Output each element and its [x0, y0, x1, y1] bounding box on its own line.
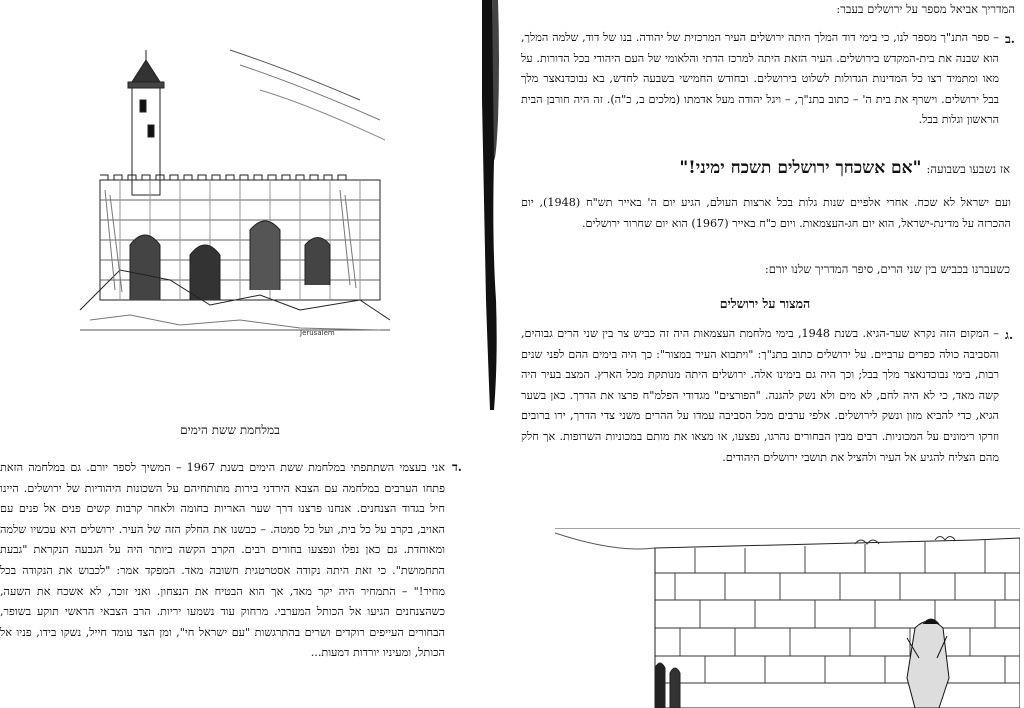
- transition-line: כשעברנו בכביש בין שני הרים, סיפר המדריך שלנו יורם:: [764, 262, 1010, 276]
- oath-quote: "אם אשכחך ירושלים תשכח ימיני!": [679, 158, 922, 178]
- oath-lead: אז נשבעו בשבועה:: [926, 162, 1010, 176]
- section-g-text: – המקום הזה נקרא שער-הגיא. בשנת 1948, בימי מלחמת העצמאות היה זה כביש צר בין שני הרים גבוהים, והסביבה כולה כפרים ערביים. על ירושלים כתוב בתנ"ך: "ויתבוא העיר במצור": כך היה בימים ההם לפני שנים רבות, בימי נבוכדנאצר מלך בבל; וכך היה גם בימינו אלה. ירושלים היתה מנותקת מכל הארץ. המצב בעיר היה קשה מאד, כי לא היה לחם, לא מים ולא נשק להגנה. "הפורצים" מגדודי הפלמ"ח פרצו את הדרך. כאן בשער הגיא, כדי להביא מזון ונשק לירושלים. אלפי ערבים מכל הסביבה עמדו על ההרים משני צדי הדרך, ירו ברובים וזרקו רימונים על המכוניות. רבים מבין הבחורים נהרגו, נפצעו, או מצאו את מותם במכוניות השרופות. אך חלק מהם הצליח להגיע אל העיר ולהציל את תושבי ירושלים היהודים.: [521, 327, 999, 464]
- oath-line: [625, 158, 1010, 178]
- illustration-signature: Jerusalem: [300, 329, 335, 337]
- left-caption: במלחמת ששת הימים: [180, 423, 280, 437]
- section-b-text: – ספר התנ"ך מספר לנו, כי בימי דוד המלך היתה ירושלים העיר המרכזית של יהודה. בנו של דוד, שלמה המלך, הוא שבנה את בית-המקדש בירושלים. העיר הזאת היתה למרכז הדתי והלאומי של העם היהודי בכל הדורות. על מאו ומתמיד רצו כל המדינות הגדולות לשלוט בירושלים. ובחודש החמישי בשבעה לחדש, בא נבוכדנאצר מלך בבל ירושלים. וישרף את בית ה' – כתוב בתנ"ך, – ויגל יהודה מעל אדמתו (מלכים ב, כ"ה). זה היה חורבן הבית הראשון וגלות בבל.: [521, 31, 999, 127]
- section-number-d: ד.: [452, 460, 462, 474]
- left-page: [0, 0, 490, 708]
- intro-line: המדריך אביאל מספר על ירושלים בעבר:: [836, 2, 1015, 16]
- book-fold-shadow: [478, 0, 516, 708]
- right-page: [515, 0, 1024, 708]
- subtitle: המצור על ירושלים: [719, 296, 811, 311]
- western-wall-illustration: [555, 528, 1020, 708]
- section-number-b: ב.: [1005, 32, 1015, 46]
- section-mid-text: ועם ישראל לא שכח. אחרי אלפיים שנות גלות בכל ארצות העולם, הגיע יום ה' באייר תש"ח (1948), יום ההכרזה על מדינת-ישראל, הוא יום חג-העצמאות. ויום כ"ח באייר (1967) הוא יום שחרור ירושלים.: [521, 196, 1011, 230]
- old-city-tower-illustration: [60, 30, 400, 350]
- section-number-g: ג.: [1005, 328, 1014, 342]
- section-d-text: אני בעצמי השתתפתי במלחמת ששת הימים בשנת 1967 – המשיך לספר יורם. גם במלחמה הזאת פתחו הערבים במלחמה עם הצבא הירדני בירות מתותחיהם על השכונות היהודיות של ירושלים. היינו חיל בגדוד הצנחנים. אנחנו פרצנו דרך שער האריות בחומה ולאחר קרבות קשים פנים אל פנים עם האויב, בקרב על כל בית, ועל כל סמטה. – כבשנו את החלק הזה של העיר. ירושלים היא עכשיו שלמה ומאוחדת. גם כאן נפלו ונפצעו בחורים רבים. הקרב הקשה ביותר היה על הגבעה הנקראת "גבעת התחמושת". כי זאת היתה נקודה אסטרטגית חשובה מאד. המפקד אמר: "לכבוש את הנקודה בכל מחיר!" – התמחיר היה יקר מאד, אך הוא הבטיח את הנצחון. ואני זוכר, לא אשכח את השעה, כשהצנחנים הגיעו אל הכותל המערבי. מרחוק עוד נשמעו יריות. הרב הצבאי הראשי תוקע בשופר, הבחורים העייפים רוקדים ושרים בהתרגשות "עם ישראל חי", ומן הצד עומד חייל, נשקו בידו, פניו אל הכותל, ומעיניו יורדות דמעות...: [0, 461, 445, 660]
